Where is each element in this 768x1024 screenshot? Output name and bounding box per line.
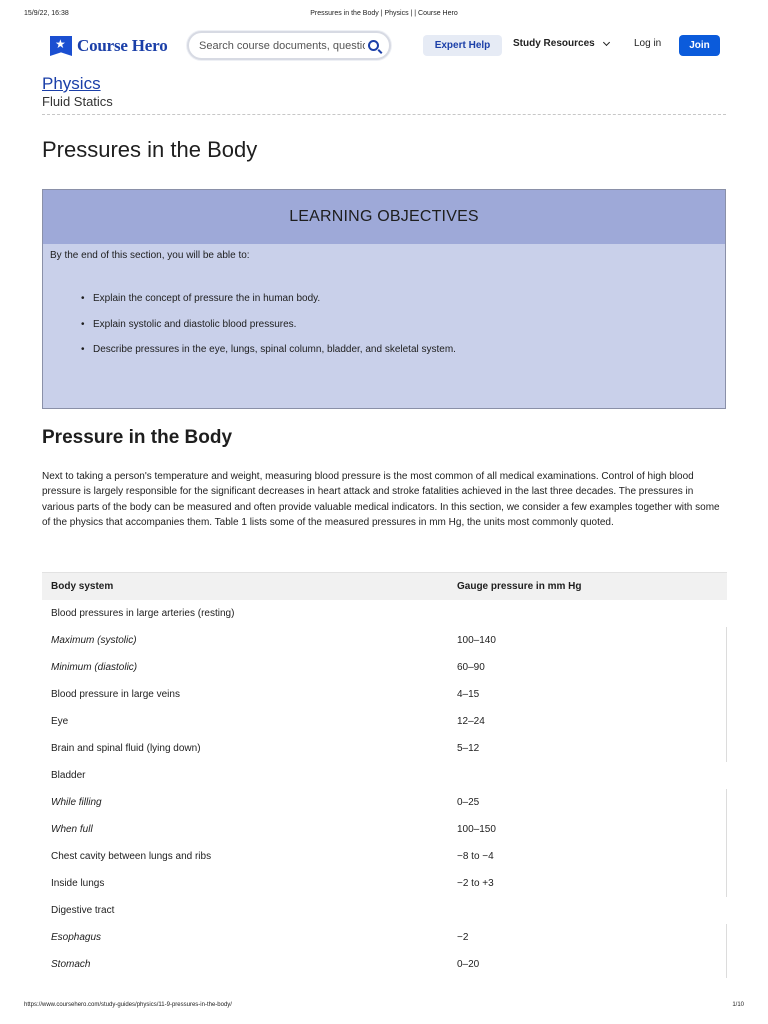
breadcrumb-divider xyxy=(42,114,726,115)
table-row xyxy=(42,870,727,897)
study-resources-menu[interactable] xyxy=(513,38,609,49)
gauge-pressure-cell: −2 xyxy=(457,932,469,943)
body-system-cell: Chest cavity between lungs and ribs xyxy=(51,851,212,862)
top-navigation xyxy=(42,30,726,62)
table-row xyxy=(42,735,727,762)
body-system-cell: Maximum (systolic) xyxy=(51,635,137,646)
body-system-cell: Bladder xyxy=(51,770,86,781)
body-system-cell: Minimum (diastolic) xyxy=(51,662,138,673)
learning-objectives-list xyxy=(81,293,456,370)
print-header xyxy=(24,10,744,22)
gauge-pressure-cell: 5–12 xyxy=(457,743,480,754)
gauge-pressure-cell: 12–24 xyxy=(457,716,485,727)
logo-text: Course Hero xyxy=(77,36,168,55)
chevron-down-icon xyxy=(603,38,610,45)
learning-objectives-heading: LEARNING OBJECTIVES xyxy=(43,190,725,244)
objective-item: • Describe pressures in the eye, lungs, spinal column, bladder, and skeletal system. xyxy=(81,344,456,370)
table-row xyxy=(42,897,727,924)
learning-objectives-box xyxy=(42,189,726,409)
search-box xyxy=(187,31,391,60)
search-input[interactable] xyxy=(199,38,365,54)
gauge-pressure-cell: 60–90 xyxy=(457,662,485,673)
table-row xyxy=(42,789,727,816)
gauge-pressure-cell: 100–150 xyxy=(457,824,496,835)
body-system-cell: While filling xyxy=(51,797,102,808)
column-header-body-system: Body system xyxy=(51,581,114,592)
table-row xyxy=(42,762,727,789)
objective-item: • Explain systolic and diastolic blood pressures. xyxy=(81,319,456,345)
section-paragraph: Next to taking a person's temperature and weight, measuring blood pressure is the most common of all medical examinations. Control of high blood pressure is largely responsible for the significant decreases in heart attack and stroke fatalities achieved in the last three decades. The pressures in various parts of the body can be measured and often provide valuable medical indicators. In this section, we consider a few examples together with some of the physics that accompanies them. Table 1 lists some of the measured pressures in mm Hg, the units most commonly quoted. xyxy=(42,471,720,529)
gauge-pressure-cell: 100–140 xyxy=(457,635,496,646)
print-page-number: 1/10 xyxy=(732,1002,744,1008)
expert-help-button[interactable]: Expert Help xyxy=(423,35,502,56)
table-row xyxy=(42,708,727,735)
join-button[interactable]: Join xyxy=(679,35,720,56)
gauge-pressure-cell: 0–20 xyxy=(457,959,480,970)
table-row xyxy=(42,681,727,708)
learning-objectives-intro: By the end of this section, you will be able to: xyxy=(50,250,250,261)
course-hero-star-icon xyxy=(50,36,72,56)
breadcrumb-subject-link[interactable]: Physics xyxy=(42,74,101,93)
table-row xyxy=(42,600,727,627)
print-url: https://www.coursehero.com/study-guides/physics/11-9-pressures-in-the-body/ xyxy=(24,1002,232,1008)
column-header-gauge-pressure: Gauge pressure in mm Hg xyxy=(457,581,582,592)
page-title: Pressures in the Body xyxy=(42,137,258,162)
table-row xyxy=(42,816,727,843)
body-system-cell: Eye xyxy=(51,716,69,727)
gauge-pressure-cell: 0–25 xyxy=(457,797,480,808)
table-row xyxy=(42,654,727,681)
print-page-title: Pressures in the Body | Physics | | Course Hero xyxy=(310,10,458,17)
table-row xyxy=(42,951,727,978)
body-system-cell: Inside lungs xyxy=(51,878,105,889)
login-link[interactable]: Log in xyxy=(634,38,662,49)
study-resources-label: Study Resources xyxy=(513,38,595,49)
search-icon[interactable] xyxy=(368,40,379,51)
breadcrumb-topic: Fluid Statics xyxy=(42,94,113,109)
body-system-cell: Blood pressure in large veins xyxy=(51,689,180,700)
table-header-row xyxy=(42,572,727,600)
table-row xyxy=(42,924,727,951)
body-system-cell: Esophagus xyxy=(51,932,102,943)
body-system-cell: Stomach xyxy=(51,959,91,970)
pressure-table xyxy=(42,572,727,978)
table-row xyxy=(42,627,727,654)
table-row xyxy=(42,843,727,870)
print-datetime: 15/9/22, 16:38 xyxy=(24,10,69,17)
objective-item: • Explain the concept of pressure the in human body. xyxy=(81,293,456,319)
gauge-pressure-cell: −8 to −4 xyxy=(457,851,494,862)
body-system-cell: Brain and spinal fluid (lying down) xyxy=(51,743,201,754)
body-system-cell: When full xyxy=(51,824,93,835)
section-title: Pressure in the Body xyxy=(42,427,233,448)
course-hero-logo[interactable] xyxy=(50,36,168,56)
print-footer xyxy=(24,1002,744,1012)
table-body xyxy=(42,600,727,978)
body-system-cell: Digestive tract xyxy=(51,905,115,916)
gauge-pressure-cell: 4–15 xyxy=(457,689,480,700)
body-system-cell: Blood pressures in large arteries (resting) xyxy=(51,608,235,619)
gauge-pressure-cell: −2 to +3 xyxy=(457,878,494,889)
